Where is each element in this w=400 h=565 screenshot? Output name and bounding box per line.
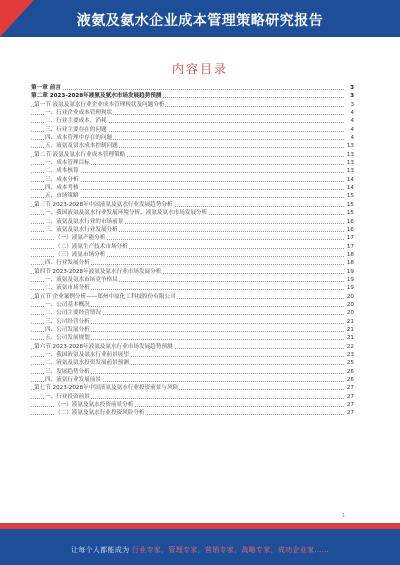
toc-entry-title: 三、成本分析 — [45, 176, 79, 183]
toc-entry-page: 20 — [346, 293, 354, 300]
toc-entry[interactable] — [31, 326, 354, 334]
toc-entry-page: 3 — [350, 85, 354, 91]
toc-entry-title: 四、液氨行业发展前景 — [45, 377, 101, 384]
toc-entry-page: 4 — [350, 126, 354, 133]
toc-entry[interactable] — [31, 117, 354, 125]
toc-entry[interactable] — [31, 293, 354, 301]
toc-entry-page: 25 — [346, 360, 354, 367]
toc-entry[interactable] — [31, 234, 354, 242]
toc-entry-title: 四、公司发展分析 — [45, 326, 90, 333]
toc-entry[interactable] — [31, 201, 354, 209]
toc-entry-title: 一、行业投资前景 — [45, 393, 90, 400]
toc-entry-title: 一、行业企业成本管理现状 — [45, 110, 113, 117]
toc-entry-title: 三、发展趋势分析 — [45, 368, 90, 375]
toc-entry-title: 第一章 前言 — [31, 85, 61, 91]
page-number: 1 — [342, 513, 346, 519]
toc-entry-page: 4 — [350, 110, 354, 117]
toc-entry-page: 14 — [346, 185, 354, 192]
toc-entry-title: 二、液氨及氨水行业的市场前景 — [45, 218, 124, 225]
toc-entry-title: 五、公司发展规划 — [45, 335, 90, 342]
toc-entry-title: 三、公司经营分析 — [45, 318, 90, 325]
toc-entry[interactable] — [31, 268, 354, 276]
toc-entry[interactable] — [31, 334, 354, 342]
toc-entry[interactable] — [31, 126, 354, 134]
slogan-items: 行业专家，管理专家，营销专家，战略专家，成功企业家…… — [131, 546, 330, 554]
toc-entry[interactable] — [31, 376, 354, 384]
toc-entry[interactable] — [31, 409, 354, 417]
toc-entry-title: 第二节 液氨及氨水行业成本管理策略 — [34, 151, 126, 158]
toc-entry-page: 20 — [346, 301, 354, 308]
toc-entry-page: 27 — [346, 410, 354, 417]
toc-entry-page: 17 — [346, 235, 354, 242]
toc-entry[interactable] — [31, 301, 354, 309]
toc-entry-title: （三）液氨市场分析 — [55, 251, 106, 258]
toc-entry-title: 第七节 2023-2028年中国液氨及氨水行业投资前景与风险 — [34, 385, 179, 392]
toc-entry[interactable] — [31, 134, 354, 142]
toc-entry[interactable] — [31, 92, 354, 100]
toc-entry-title: 二、液氨及氨水投资发展前景预测 — [45, 360, 129, 367]
toc-entry-page: 3 — [350, 101, 354, 108]
toc-leader-dots — [31, 89, 344, 90]
toc-entry-title: 一、成本管理目标 — [45, 160, 90, 167]
toc-entry-title: 第三节 2023-2028年中国液氨及氨水行业发展趋势分析 — [34, 201, 173, 208]
toc-entry-page: 15 — [346, 193, 354, 200]
toc-entry[interactable] — [31, 351, 354, 359]
toc-entry-page: 21 — [346, 326, 354, 333]
toc-entry-page: 3 — [350, 93, 354, 100]
table-of-contents — [31, 84, 354, 418]
toc-entry[interactable] — [31, 151, 354, 159]
toc-entry[interactable] — [31, 159, 354, 167]
toc-entry-title: 三、行业主要存在的问题 — [45, 126, 107, 133]
toc-entry-page: 23 — [346, 352, 354, 358]
toc-entry[interactable] — [31, 368, 354, 376]
toc-entry-title: 一、我国液氨及氨水行业前景展望 — [45, 352, 129, 358]
toc-entry-page: 21 — [346, 335, 354, 342]
toc-entry[interactable] — [31, 401, 354, 409]
toc-entry[interactable] — [31, 343, 354, 351]
toc-entry-title: 五、市场策略 — [45, 193, 79, 200]
toc-entry-page: 14 — [346, 176, 354, 183]
toc-entry-title: （二）液氨生产技术市场分析 — [55, 243, 128, 250]
toc-entry[interactable] — [31, 276, 354, 284]
toc-entry-page: 13 — [346, 160, 354, 167]
footer-slogan — [0, 545, 400, 555]
toc-entry-page: 19 — [346, 285, 354, 292]
toc-entry[interactable] — [31, 226, 354, 234]
toc-entry-page: 13 — [346, 151, 354, 158]
toc-entry-page: 4 — [350, 135, 354, 142]
toc-entry[interactable] — [31, 101, 354, 109]
toc-entry-title: 第一节 液氨及氨水行业企业成本管理现状及问题分析 — [34, 101, 165, 108]
toc-entry[interactable] — [31, 384, 354, 392]
toc-entry-title: （一）液氨产能分析 — [55, 235, 106, 242]
toc-entry-page: 19 — [346, 276, 354, 283]
toc-entry[interactable] — [31, 359, 354, 367]
toc-entry[interactable] — [31, 209, 354, 217]
toc-entry[interactable] — [31, 167, 354, 175]
toc-entry-title: （二）液氨及氨水行业投资风险分析 — [55, 410, 145, 417]
toc-entry-page: 18 — [346, 251, 354, 258]
toc-entry-page: 19 — [346, 268, 354, 275]
toc-entry[interactable] — [31, 309, 354, 317]
toc-entry-title: 四、成本考核 — [45, 185, 79, 192]
toc-entry-page: 20 — [346, 310, 354, 317]
toc-entry-page: 15 — [346, 210, 354, 217]
toc-entry-title: 一、我国液氨及氨水行业发展环境分析、液氨及氨水市场发展分析 — [45, 210, 208, 217]
toc-entry[interactable] — [31, 318, 354, 326]
toc-entry-title: 一、液氨及氨水市场竞争格局 — [45, 276, 118, 283]
toc-entry-page: 27 — [346, 385, 354, 392]
toc-entry[interactable] — [31, 393, 354, 401]
toc-entry-page: 13 — [346, 168, 354, 175]
toc-entry-title: 第四节 2023-2028年液氨及氨水行业市场发展分析 — [34, 268, 162, 275]
toc-entry-title: 四、行业发展分析 — [45, 260, 90, 267]
toc-entry-page: 27 — [346, 402, 354, 409]
toc-entry-page: 16 — [346, 218, 354, 225]
toc-entry-title: 一、公司基本概况 — [45, 301, 90, 308]
toc-entry[interactable] — [31, 251, 354, 259]
toc-entry-page: 15 — [346, 201, 354, 208]
toc-entry-page: 26 — [346, 368, 354, 375]
toc-entry-page: 26 — [346, 377, 354, 384]
report-title: 液氨及氨水企业成本管理策略研究报告 — [76, 13, 324, 29]
toc-entry-title: 二、液氨市场分析 — [45, 285, 90, 292]
toc-entry[interactable] — [31, 176, 354, 184]
toc-entry-page: 17 — [346, 243, 354, 250]
toc-entry-page: 22 — [346, 343, 354, 350]
toc-entry-title: 四、成本管理中存在的问题 — [45, 135, 113, 142]
toc-entry[interactable] — [31, 109, 354, 117]
slogan-prefix: 让每个人都能成为 — [70, 546, 130, 554]
toc-entry[interactable] — [31, 259, 354, 267]
toc-entry-title: 五、液氨及氨水成本控制问题 — [45, 143, 118, 150]
toc-entry[interactable] — [31, 142, 354, 150]
toc-entry-title: 二、公司主要经营情况 — [45, 310, 101, 317]
footer-banner — [0, 523, 400, 565]
toc-entry-title: 第五节 企业案例分析——郑州中原化工科技股份有限公司 — [34, 293, 176, 300]
toc-entry-title: 第二章 2023-2028年液氨及氨水市场发展趋势预测 — [31, 93, 162, 100]
toc-entry-title: 二、行业主要成本、消耗 — [45, 118, 107, 125]
toc-entry-page: 27 — [346, 393, 354, 400]
toc-entry-page: 16 — [346, 226, 354, 233]
footer-accent-band — [0, 523, 400, 529]
toc-entry[interactable] — [31, 243, 354, 251]
toc-entry-page: 13 — [346, 143, 354, 150]
report-header — [0, 0, 400, 37]
toc-entry-title: 二、成本核算 — [45, 168, 79, 175]
toc-entry-title: （一）液氨及氨水投资前景分析 — [55, 402, 134, 409]
toc-entry-title: 三、液氨及氨水行业发展分析 — [45, 226, 118, 233]
toc-entry[interactable] — [31, 192, 354, 200]
toc-entry-page: 21 — [346, 318, 354, 325]
toc-entry[interactable] — [31, 84, 354, 92]
toc-heading: 内容目录 — [171, 62, 228, 76]
toc-entry[interactable] — [31, 218, 354, 226]
toc-entry-page: 4 — [350, 118, 354, 125]
toc-entry[interactable] — [31, 184, 354, 192]
toc-entry-title: 第六节 2023-2028年液氨及氨水行业市场发展趋势预测 — [34, 343, 173, 350]
toc-entry-page: 18 — [346, 260, 354, 267]
toc-entry[interactable] — [31, 284, 354, 292]
